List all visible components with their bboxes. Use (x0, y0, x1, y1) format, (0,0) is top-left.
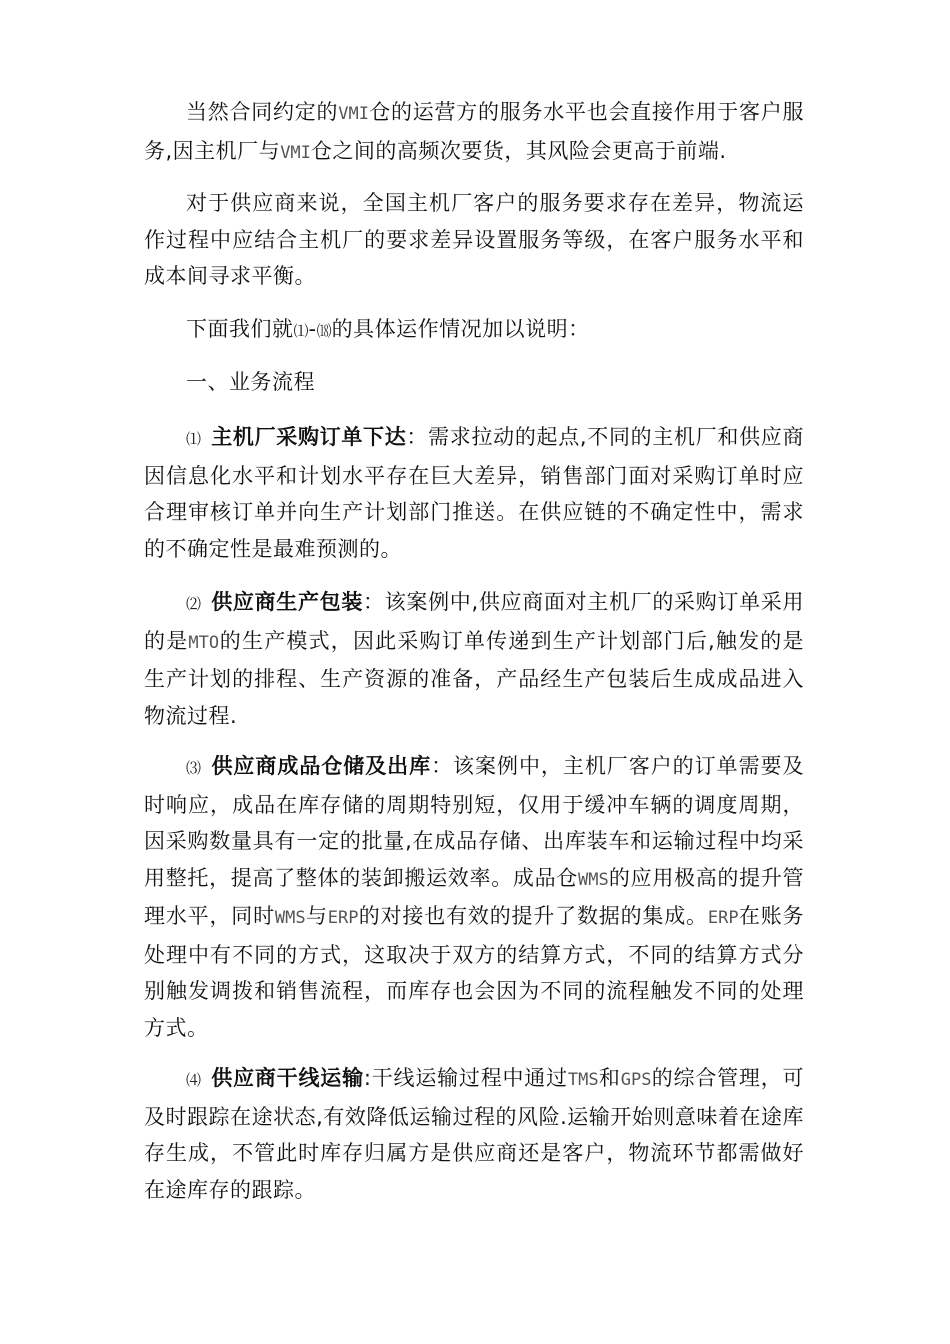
section-heading: 一、业务流程 (186, 370, 315, 394)
list-item (144, 584, 804, 734)
item-body: 在账务处理中有不同的方式，这取决于双方的结算方式，不同的结算方式分别触发调拨和销售流程，而库存也会因为不同的流程触发不同的处理方式。 (144, 904, 805, 1040)
term-gps: GPS (620, 1070, 652, 1090)
item-body: 与 (305, 904, 328, 928)
item-body: ：该案例中,供应商面对主机厂的采购订单采用的是 (144, 590, 804, 653)
item-title: 主机厂采购订单下达 (211, 425, 407, 449)
term-vmi: VMI (338, 104, 369, 124)
term-erp: ERP (707, 908, 739, 928)
term-erp: ERP (327, 908, 359, 928)
term-tms: TMS (567, 1070, 599, 1090)
term-vmi: VMI (280, 142, 311, 163)
item-title: 供应商生产包装 (211, 590, 364, 614)
term-wms: WMS (274, 908, 306, 928)
paragraph-supplier-service: 对于供应商来说，全国主机厂客户的服务要求存在差异，物流运作过程中应结合主机厂的要求差异设置服务等级，在客户服务水平和成本间寻求平衡。 (144, 191, 804, 288)
item-body: 的应用极高的提升管理水平，同时 (144, 865, 805, 928)
range-end-number: ⒅ (316, 322, 332, 340)
term-wms: WMS (578, 869, 609, 890)
item-body: 的综合管理，可及时跟踪在途状态,有效降低运输过程的风险.运输开始则意味着在途库存生成，不管此时库存归属方是供应商还是客户，物流环节都需做好在途库存的跟踪。 (144, 1066, 805, 1202)
text: 的具体运作情况加以说明： (331, 317, 590, 341)
item-title: 供应商干线运输 (211, 1066, 364, 1090)
text: 当然合同约定的 (186, 100, 339, 124)
item-body: 的生产模式，因此采购订单传递到生产计划部门后,触发的是生产计划的排程、生产资源的准备，产品经生产包装后生成成品进入物流过程. (144, 628, 804, 728)
item-body: 的对接也有效的提升了数据的集成。 (358, 904, 708, 928)
list-item (144, 419, 804, 567)
range-start-number: ⑴ (293, 322, 309, 340)
item-number: ⑴ (186, 430, 202, 448)
text: 下面我们就 (186, 317, 294, 341)
item-number: ⑶ (186, 759, 202, 777)
range-dash: - (308, 317, 317, 341)
paragraph-vmi-service (144, 94, 804, 171)
item-number: ⑵ (186, 595, 202, 613)
item-body: :干线运输过程中通过 (363, 1066, 568, 1090)
text: 仓的运营方的服务水平也会直接作用于客户服务,因主机厂与 (144, 100, 805, 163)
paragraph-intro (144, 311, 804, 350)
item-body: 和 (598, 1066, 621, 1090)
item-body: ：该案例中，主机厂客户的订单需要及时响应，成品在库存储的周期特别短，仅用于缓冲车辆的调度周期，因采购数量具有一定的批量,在成品存储、出库装车和运输过程中均采用整托，提高了整体的装卸搬运效率。成品仓 (144, 754, 804, 890)
item-body: ：需求拉动的起点,不同的主机厂和供应商因信息化水平和计划水平存在巨大差异，销售部门面对采购订单时应合理审核订单并向生产计划部门推送。在供应链的不确定性中，需求的不确定性是最难预测的。 (144, 425, 804, 561)
list-item (144, 1060, 804, 1208)
term-mto: MTO (188, 632, 220, 653)
item-number: ⑷ (186, 1071, 202, 1089)
item-title: 供应商成品仓储及出库 (211, 754, 432, 778)
text: 仓之间的高频次要货，其风险会更高于前端. (310, 138, 727, 163)
list-item (144, 748, 804, 1046)
